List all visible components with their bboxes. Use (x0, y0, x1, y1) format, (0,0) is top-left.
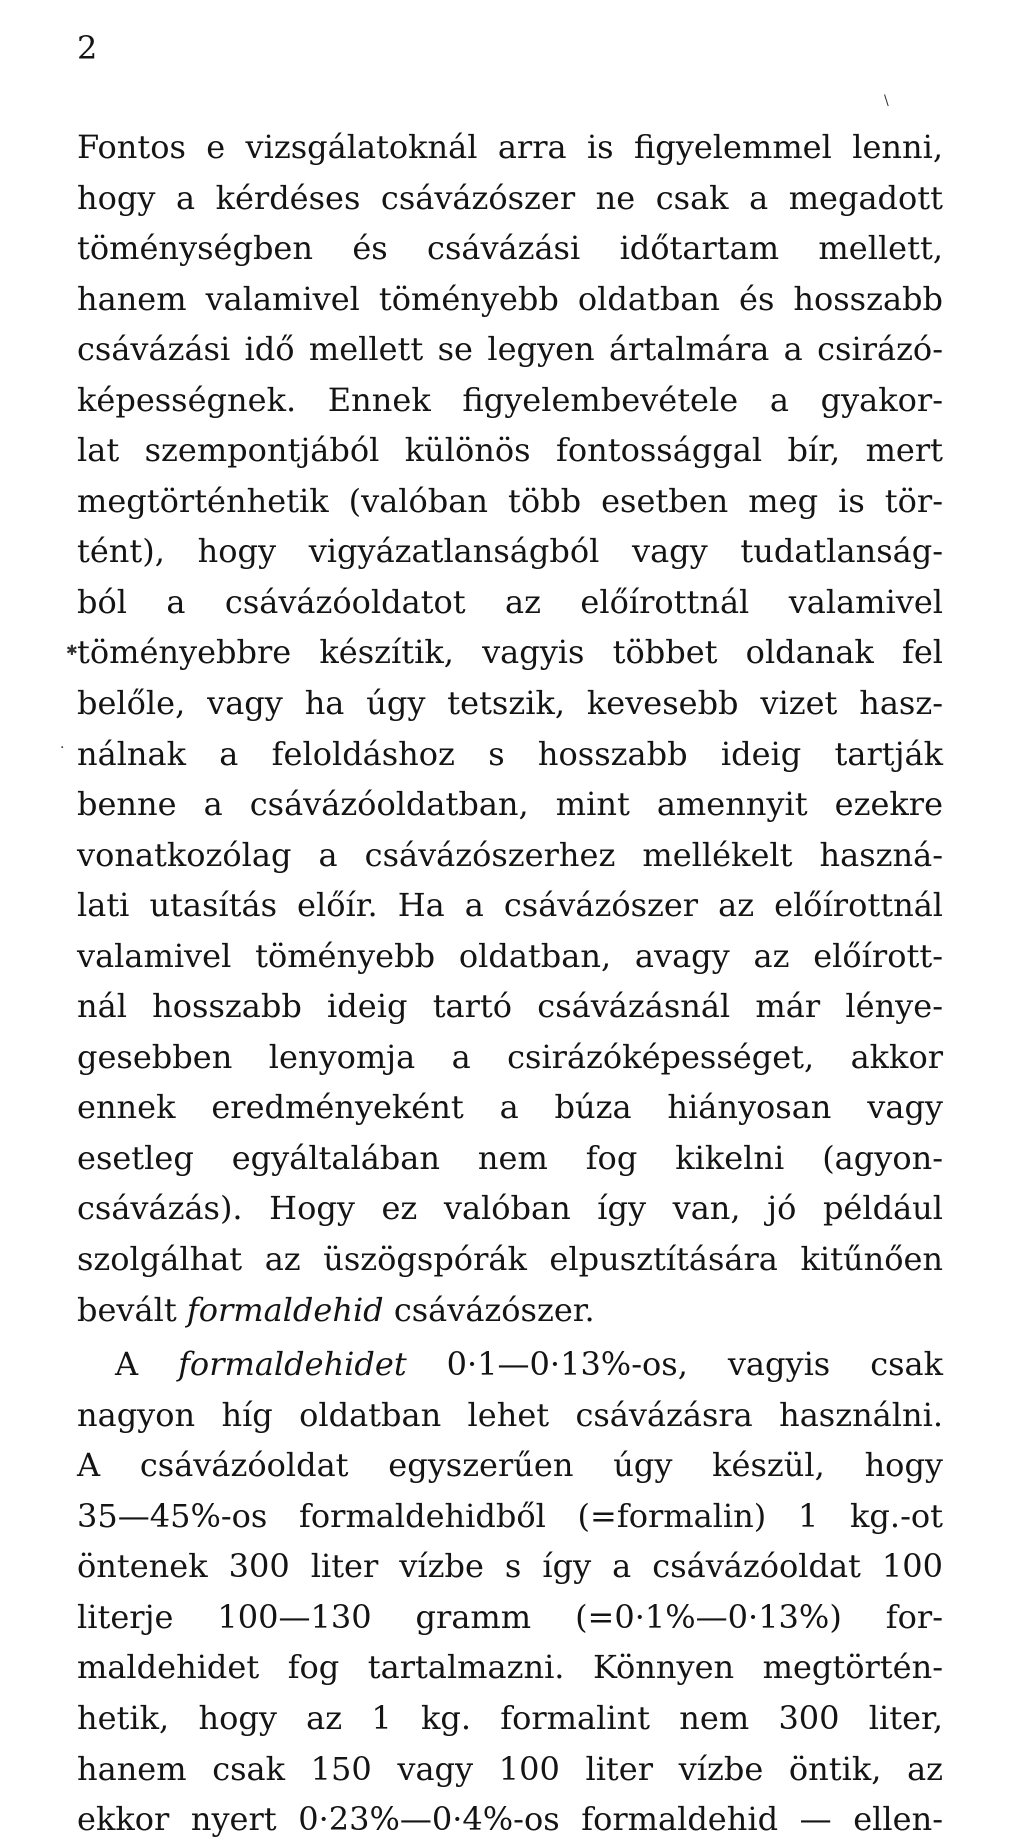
text-segment: töménységben és csávázási időtartam mellett, (77, 229, 943, 268)
text-line (77, 880, 943, 931)
text-line (77, 1133, 943, 1184)
text-line (77, 526, 943, 577)
text-line (77, 1541, 943, 1592)
text-segment: ból a csávázóoldatot az előírottnál valamivel (77, 582, 943, 621)
text-segment: képességnek. Ennek figyelembevétele a gyakor- (77, 380, 943, 419)
text-segment: belőle, vagy ha úgy tetszik, kevesebb vizet hasz- (77, 684, 943, 723)
text-line (77, 1744, 943, 1795)
text-line (77, 830, 943, 881)
text-line (77, 425, 943, 476)
text-line (77, 931, 943, 982)
margin-mark: ✱ (66, 643, 78, 659)
text-line (77, 678, 943, 729)
text-line (77, 1592, 943, 1643)
text-line (77, 375, 943, 426)
text-line (77, 981, 943, 1032)
text-line (77, 779, 943, 830)
text-line (77, 577, 943, 628)
text-line (77, 223, 943, 274)
text-segment: öntenek 300 liter vízbe s így a csávázóoldat 100 (77, 1547, 943, 1586)
text-line (77, 729, 943, 780)
text-line (77, 476, 943, 527)
text-segment: gesebben lenyomja a csirázóképességet, akkor (77, 1037, 943, 1076)
paragraph (77, 122, 943, 1335)
text-line (77, 1693, 943, 1744)
text-line (77, 1491, 943, 1542)
text-line (77, 274, 943, 325)
text-line (77, 1339, 943, 1390)
text-segment: hogy a kérdéses csávázószer ne csak a megadott (77, 178, 943, 217)
text-line (77, 324, 943, 375)
text-segment: vonatkozólag a csávázószerhez mellékelt haszná- (77, 835, 943, 874)
text-segment: ekkor nyert 0·23%—0·4%-os formaldehid — ellen- (77, 1800, 943, 1839)
text-line (77, 1642, 943, 1693)
text-line (77, 1440, 943, 1491)
text-segment: tént), hogy vigyázatlanságból vagy tudatlanság- (77, 532, 943, 571)
margin-mark: · (60, 740, 65, 756)
text-segment: A csávázóoldat egyszerűen úgy készül, hogy (77, 1446, 943, 1485)
text-line (77, 627, 943, 678)
text-segment: ennek eredményeként a búza hiányosan vagy (77, 1088, 943, 1127)
text-segment: benne a csávázóoldatban, mint amennyit ezekre (77, 785, 943, 824)
text-segment: nál hosszabb ideig tartó csávázásnál már lénye- (77, 987, 943, 1026)
text-segment: 35—45%-os formaldehidből (=formalin) 1 kg.-ot (77, 1496, 943, 1535)
text-segment: bevált (77, 1290, 187, 1329)
text-segment: csávázási idő mellett se legyen ártalmára a csirázó- (77, 330, 943, 369)
text-segment: A (115, 1345, 179, 1384)
text-segment: lat szempontjából különös fontossággal bír, mert (77, 431, 943, 470)
text-line (77, 173, 943, 224)
text-segment: esetleg egyáltalában nem fog kikelni (agyon- (77, 1138, 943, 1177)
page-number: 2 (77, 29, 98, 67)
text-segment: szolgálhat az üszögspórák elpusztítására kitűnően (77, 1240, 943, 1279)
text-segment: nálnak a feloldáshoz s hosszabb ideig tartják (77, 734, 943, 773)
text-line (77, 1183, 943, 1234)
text-segment: 0·1—0·13%-os, vagyis csak (406, 1345, 943, 1384)
text-segment: Fontos e vizsgálatoknál arra is figyelemmel lenni, (77, 128, 943, 166)
text-segment: csávázószer. (383, 1290, 595, 1329)
paragraph (77, 1339, 943, 1844)
text-segment: megtörténhetik (valóban több esetben meg is tör- (77, 481, 943, 520)
margin-mark: \ (884, 93, 889, 109)
text-segment: literje 100—130 gramm (=0·1%—0·13%) for- (77, 1597, 943, 1636)
text-segment: hanem csak 150 vagy 100 liter vízbe öntik, az (77, 1749, 943, 1788)
text-segment: lati utasítás előír. Ha a csávázószer az előírottnál (77, 886, 943, 925)
text-segment: maldehidet fog tartalmazni. Könnyen megtörtén- (77, 1648, 943, 1687)
text-segment: hetik, hogy az 1 kg. formalint nem 300 liter, (77, 1698, 943, 1737)
text-segment: csávázás). Hogy ez valóban így van, jó például (77, 1189, 943, 1228)
text-line (77, 122, 943, 173)
text-line (77, 1032, 943, 1083)
italic-term: formaldehid (186, 1290, 384, 1329)
body-text (77, 122, 943, 1845)
text-segment: töményebbre készítik, vagyis többet oldanak fel (77, 633, 943, 672)
italic-term: formaldehidet (178, 1345, 407, 1384)
text-segment: valamivel töményebb oldatban, avagy az előírott- (77, 936, 943, 975)
text-line (77, 1285, 943, 1336)
text-line (77, 1794, 943, 1845)
text-line (77, 1390, 943, 1441)
text-segment: nagyon híg oldatban lehet csávázásra használni. (77, 1395, 943, 1434)
text-segment: hanem valamivel töményebb oldatban és hosszabb (77, 279, 943, 318)
text-line (77, 1234, 943, 1285)
text-line (77, 1082, 943, 1133)
